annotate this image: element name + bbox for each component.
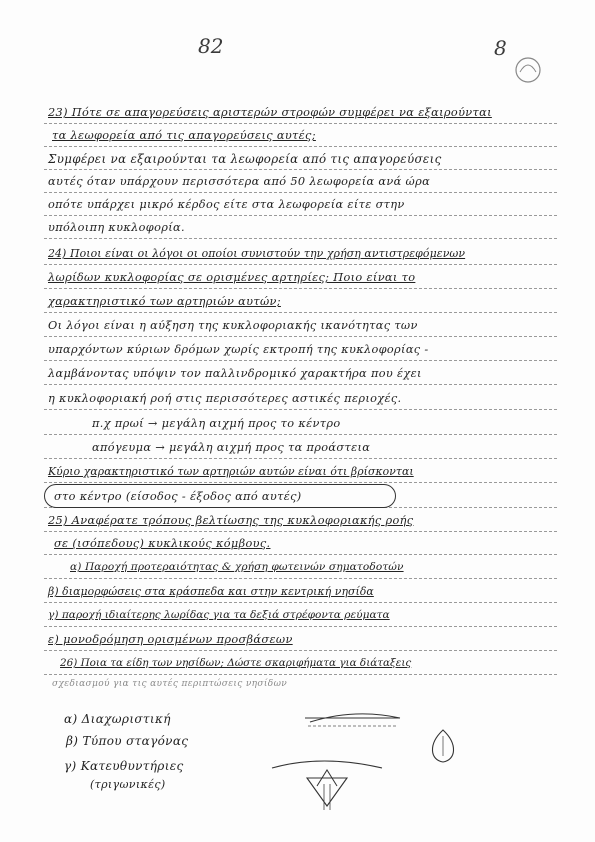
a26-item-c-note: (τριγωνικές) xyxy=(90,778,166,791)
a23-line3: οπότε υπάρχει μικρό κέρδος είτε στα λεωφορεία είτε στην xyxy=(48,198,405,211)
a25-item-c: γ) παροχή ιδιαίτερης λωρίδας για τα δεξιά στρέφοντα ρεύματα xyxy=(48,609,390,621)
island-sketch-divider-icon xyxy=(300,700,410,730)
a24-example-morning: π.χ πρωί → μεγάλη αιχμή προς το κέντρο xyxy=(92,417,341,430)
a24-line2: υπαρχόντων κύριων δρόμων χωρίς εκτροπή της κυκλοφορίας - xyxy=(48,343,429,356)
a24-characteristic: Κύριο χαρακτηριστικό των αρτηριών αυτών είναι ότι βρίσκονται xyxy=(48,465,414,478)
page-number-left: 82 xyxy=(198,34,224,58)
a23-line2: αυτές όταν υπάρχουν περισσότερα από 50 λεωφορεία ανά ώρα xyxy=(48,175,431,188)
q24-line2: λωρίδων κυκλοφορίας σε ορισμένες αρτηρίες; Ποιο είναι το xyxy=(48,271,416,284)
a26-item-a: α) Διαχωριστική xyxy=(64,712,171,726)
a26-item-c: γ) Κατευθυντήριες xyxy=(64,759,184,773)
q23-line2: τα λεωφορεία από τις απαγορεύσεις αυτές; xyxy=(52,129,316,142)
q23-line1: 23) Πότε σε απαγορεύσεις αριστερών στροφών συμφέρει να εξαιρούνται xyxy=(48,106,492,119)
q26-line1: 26) Ποια τα είδη των νησίδων; Δώστε σκαριφήματα για διάταξεις xyxy=(60,657,412,669)
q25-line1: 25) Αναφέρατε τρόπους βελτίωσης της κυκλοφοριακής ροής xyxy=(48,514,414,527)
a24-characteristic-end: στο κέντρο (είσοδος - έξοδος από αυτές) xyxy=(54,490,302,503)
q24-line1: 24) Ποιοι είναι οι λόγοι οι οποίοι συνιστούν την χρήση αντιστρεφόμενων xyxy=(48,247,466,260)
island-sketch-drop-icon xyxy=(418,722,468,772)
a24-line4: η κυκλοφοριακή ροή στις περισσότερες αστικές περιοχές. xyxy=(48,392,402,405)
a26-item-b: β) Τύπου σταγόνας xyxy=(66,734,189,748)
island-sketch-triangular-icon xyxy=(262,748,392,818)
q24-line3: χαρακτηριστικό των αρτηριών αυτών; xyxy=(48,295,281,308)
q25-line2: σε (ισόπεδους) κυκλικούς κόμβους. xyxy=(54,537,271,550)
page-number-right: 8 xyxy=(494,36,507,60)
a24-example-afternoon: απόγευμα → μεγάλη αιχμή προς τα προάστεια xyxy=(92,441,371,454)
a23-line1: Συμφέρει να εξαιρούνται τα λεωφορεία από τις απαγορεύσεις xyxy=(48,152,442,166)
a25-item-a: α) Παροχή προτεραιότητας & χρήση φωτεινών σηματοδοτών xyxy=(70,561,404,573)
corner-doodle-icon xyxy=(508,50,548,90)
a23-line4: υπόλοιπη κυκλοφορία. xyxy=(48,221,185,234)
a24-line1: Οι λόγοι είναι η αύξηση της κυκλοφοριακής ικανότητας των xyxy=(48,319,418,332)
q26-line2-faint: σχεδιασμού για τις αυτές περιπτώσεις νησίδων xyxy=(52,679,288,689)
a24-line3: λαμβάνοντας υπόψιν τον παλλινδρομικό χαρακτήρα που έχει xyxy=(48,367,422,380)
a25-item-e: ε) μονοδρόμηση ορισμένων προσβάσεων xyxy=(48,633,293,646)
a25-item-b: β) διαμορφώσεις στα κράσπεδα και στην κεντρική νησίδα xyxy=(48,585,374,598)
